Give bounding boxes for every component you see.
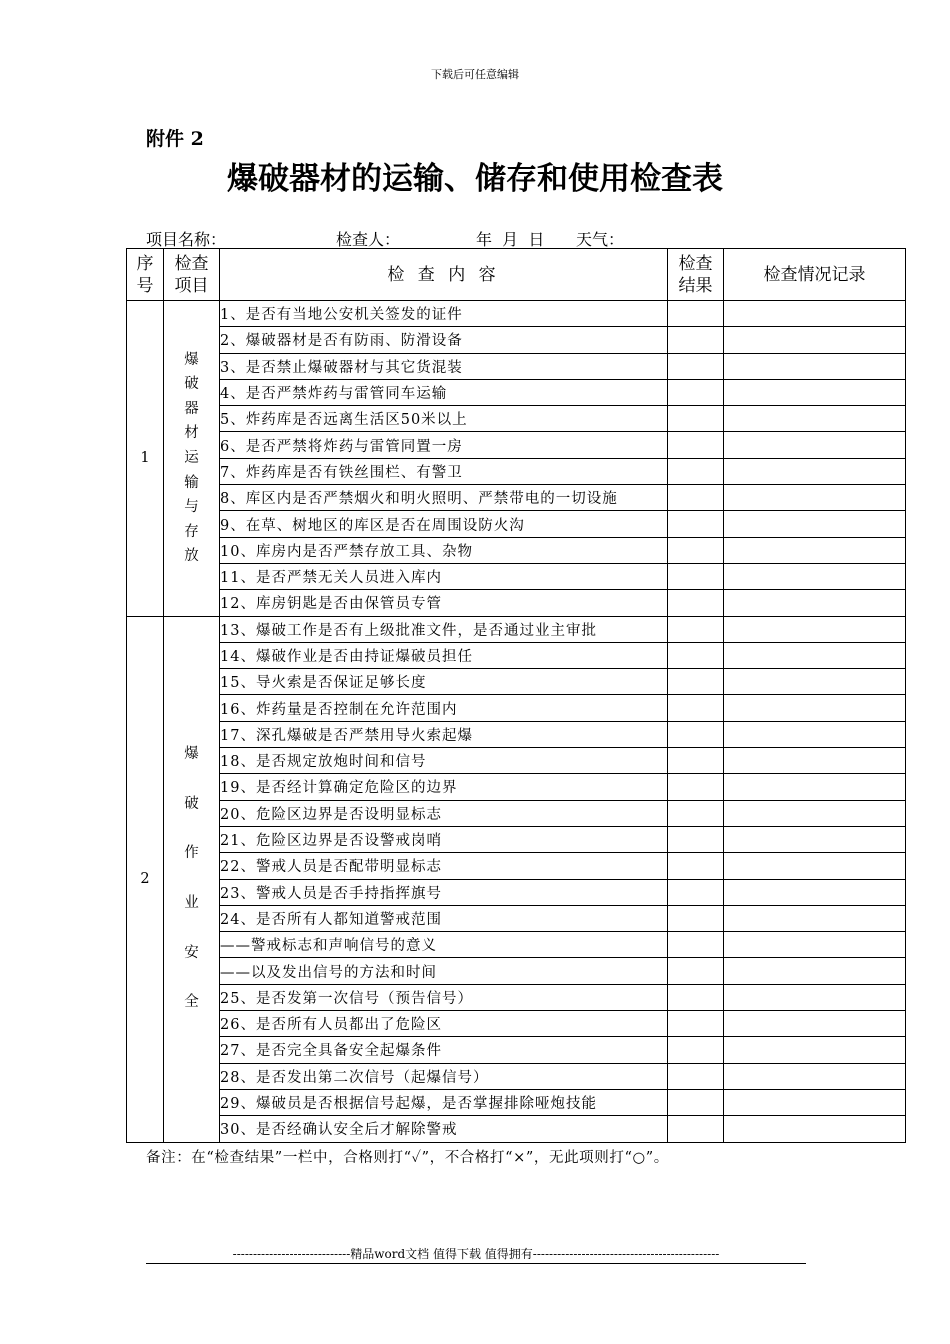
- result-cell[interactable]: [668, 984, 724, 1010]
- footer-rule: [146, 1263, 806, 1264]
- result-cell[interactable]: [668, 1116, 724, 1142]
- record-cell[interactable]: [724, 642, 906, 668]
- record-cell[interactable]: [724, 485, 906, 511]
- check-item: 3、是否禁止爆破器材与其它货混装: [220, 353, 668, 379]
- table-row: [127, 932, 906, 958]
- table-row: [127, 511, 906, 537]
- table-row: [127, 616, 906, 642]
- result-cell[interactable]: [668, 406, 724, 432]
- result-cell[interactable]: [668, 774, 724, 800]
- check-item: 1、是否有当地公安机关签发的证件: [220, 301, 668, 327]
- result-cell[interactable]: [668, 432, 724, 458]
- table-row: [127, 301, 906, 327]
- document-title: 爆破器材的运输、储存和使用检查表: [227, 161, 723, 197]
- check-item: 12、库房钥匙是否由保管员专管: [220, 590, 668, 616]
- check-item: 6、是否严禁将炸药与雷管同置一房: [220, 432, 668, 458]
- record-cell[interactable]: [724, 563, 906, 589]
- record-cell[interactable]: [724, 1037, 906, 1063]
- record-cell[interactable]: [724, 695, 906, 721]
- check-item: 14、爆破作业是否由持证爆破员担任: [220, 642, 668, 668]
- check-item: 15、导火索是否保证足够长度: [220, 669, 668, 695]
- result-cell[interactable]: [668, 616, 724, 642]
- group-category: [164, 301, 220, 617]
- table-row: [127, 590, 906, 616]
- record-cell[interactable]: [724, 984, 906, 1010]
- table-row: [127, 563, 906, 589]
- result-cell[interactable]: [668, 879, 724, 905]
- table-row: [127, 1037, 906, 1063]
- record-cell[interactable]: [724, 800, 906, 826]
- check-item: 17、深孔爆破是否严禁用导火索起爆: [220, 721, 668, 747]
- table-row: [127, 406, 906, 432]
- result-cell[interactable]: [668, 826, 724, 852]
- result-cell[interactable]: [668, 932, 724, 958]
- result-cell[interactable]: [668, 353, 724, 379]
- table-row: [127, 1116, 906, 1142]
- result-cell[interactable]: [668, 1037, 724, 1063]
- check-item: 8、库区内是否严禁烟火和明火照明、严禁带电的一切设施: [220, 485, 668, 511]
- record-cell[interactable]: [724, 301, 906, 327]
- table-row: [127, 458, 906, 484]
- table-row: [127, 327, 906, 353]
- check-item: 28、是否发出第二次信号（起爆信号）: [220, 1063, 668, 1089]
- table-row: [127, 905, 906, 931]
- result-cell[interactable]: [668, 800, 724, 826]
- record-cell[interactable]: [724, 905, 906, 931]
- check-item: 20、危险区边界是否设明显标志: [220, 800, 668, 826]
- table-row: [127, 485, 906, 511]
- record-cell[interactable]: [724, 406, 906, 432]
- header-record: 检查情况记录: [724, 249, 906, 301]
- table-row: [127, 642, 906, 668]
- group-seq: 1: [127, 301, 164, 617]
- group-category: [164, 616, 220, 1142]
- result-cell[interactable]: [668, 563, 724, 589]
- record-cell[interactable]: [724, 826, 906, 852]
- result-cell[interactable]: [668, 1011, 724, 1037]
- record-cell[interactable]: [724, 327, 906, 353]
- result-cell[interactable]: [668, 958, 724, 984]
- table-body: [127, 301, 906, 1143]
- result-cell[interactable]: [668, 853, 724, 879]
- record-cell[interactable]: [724, 748, 906, 774]
- table-row: [127, 800, 906, 826]
- check-item: ——警戒标志和声响信号的意义: [220, 932, 668, 958]
- check-item: 22、警戒人员是否配带明显标志: [220, 853, 668, 879]
- table-row: [127, 695, 906, 721]
- record-cell[interactable]: [724, 721, 906, 747]
- record-cell[interactable]: [724, 511, 906, 537]
- result-cell[interactable]: [668, 458, 724, 484]
- result-cell[interactable]: [668, 1063, 724, 1089]
- table-row: [127, 1089, 906, 1115]
- check-item: 9、在草、树地区的库区是否在周围设防火沟: [220, 511, 668, 537]
- check-item: 16、炸药量是否控制在允许范围内: [220, 695, 668, 721]
- table-row: [127, 958, 906, 984]
- check-item: 23、警戒人员是否手持指挥旗号: [220, 879, 668, 905]
- table-row: [127, 984, 906, 1010]
- result-cell[interactable]: [668, 301, 724, 327]
- check-item: 27、是否完全具备安全起爆条件: [220, 1037, 668, 1063]
- record-cell[interactable]: [724, 774, 906, 800]
- table-row: [127, 748, 906, 774]
- checklist-table: [126, 248, 906, 1143]
- check-item: 25、是否发第一次信号（预告信号）: [220, 984, 668, 1010]
- record-cell[interactable]: [724, 537, 906, 563]
- footer-text: -----------------------------精品word文档 值得下载 值得拥有----------------------------------------------: [232, 1247, 720, 1261]
- check-item: 2、爆破器材是否有防雨、防滑设备: [220, 327, 668, 353]
- result-cell[interactable]: [668, 1089, 724, 1115]
- result-cell[interactable]: [668, 537, 724, 563]
- record-cell[interactable]: [724, 669, 906, 695]
- meta-line: [146, 227, 906, 249]
- record-cell[interactable]: [724, 379, 906, 405]
- group-category-text: 爆破作业安全: [184, 746, 199, 1011]
- record-cell[interactable]: [724, 590, 906, 616]
- record-cell[interactable]: [724, 958, 906, 984]
- header-result: 检查结果: [668, 249, 724, 301]
- check-item: 7、炸药库是否有铁丝围栏、有警卫: [220, 458, 668, 484]
- date-label: 年 月 日: [476, 230, 545, 249]
- record-cell[interactable]: [724, 879, 906, 905]
- record-cell[interactable]: [724, 1063, 906, 1089]
- check-item: 18、是否规定放炮时间和信号: [220, 748, 668, 774]
- project-name-label: 项目名称：: [146, 230, 227, 249]
- result-cell[interactable]: [668, 669, 724, 695]
- result-cell[interactable]: [668, 511, 724, 537]
- result-cell[interactable]: [668, 327, 724, 353]
- weather-label: 天气：: [576, 230, 625, 249]
- table-row: [127, 1063, 906, 1089]
- check-item: 11、是否严禁无关人员进入库内: [220, 563, 668, 589]
- table-row: [127, 432, 906, 458]
- table-row: [127, 669, 906, 695]
- result-cell[interactable]: [668, 905, 724, 931]
- check-item: 10、库房内是否严禁存放工具、杂物: [220, 537, 668, 563]
- check-item: ——以及发出信号的方法和时间: [220, 958, 668, 984]
- group-category-text: 爆破器材运输与存放: [184, 351, 199, 565]
- table-row: [127, 379, 906, 405]
- record-cell[interactable]: [724, 853, 906, 879]
- result-cell[interactable]: [668, 721, 724, 747]
- table-row: [127, 1011, 906, 1037]
- result-cell[interactable]: [668, 748, 724, 774]
- check-item: 21、危险区边界是否设警戒岗哨: [220, 826, 668, 852]
- table-row: [127, 879, 906, 905]
- table-header-row: [127, 249, 906, 301]
- record-cell[interactable]: [724, 1011, 906, 1037]
- record-cell[interactable]: [724, 353, 906, 379]
- table-row: [127, 826, 906, 852]
- header-seq: 序号: [127, 249, 164, 301]
- check-item: 30、是否经确认安全后才解除警戒: [220, 1116, 668, 1142]
- check-item: 26、是否所有人员都出了危险区: [220, 1011, 668, 1037]
- table-row: [127, 353, 906, 379]
- table-row: [127, 721, 906, 747]
- result-cell[interactable]: [668, 695, 724, 721]
- remark-note: 备注：在“检查结果”一栏中，合格则打“✓”，不合格打“×”，无此项则打“○”。: [146, 1150, 669, 1166]
- record-cell[interactable]: [724, 1089, 906, 1115]
- group-seq: 2: [127, 616, 164, 1142]
- attachment-label: 附件 2: [146, 128, 204, 150]
- record-cell[interactable]: [724, 432, 906, 458]
- header-content: 检 查 内 容: [220, 249, 668, 301]
- table-row: [127, 853, 906, 879]
- result-cell[interactable]: [668, 379, 724, 405]
- record-cell[interactable]: [724, 932, 906, 958]
- check-item: 19、是否经计算确定危险区的边界: [220, 774, 668, 800]
- record-cell[interactable]: [724, 1116, 906, 1142]
- table-row: [127, 537, 906, 563]
- table-row: [127, 774, 906, 800]
- result-cell[interactable]: [668, 485, 724, 511]
- header-item: 检查项目: [164, 249, 220, 301]
- check-item: 29、爆破员是否根据信号起爆，是否掌握排除哑炮技能: [220, 1089, 668, 1115]
- header-note: 下载后可任意编辑: [431, 68, 519, 81]
- record-cell[interactable]: [724, 458, 906, 484]
- record-cell[interactable]: [724, 616, 906, 642]
- inspector-label: 检查人：: [336, 230, 401, 249]
- check-item: 13、爆破工作是否有上级批准文件，是否通过业主审批: [220, 616, 668, 642]
- check-item: 4、是否严禁炸药与雷管同车运输: [220, 379, 668, 405]
- check-item: 5、炸药库是否远离生活区50米以上: [220, 406, 668, 432]
- result-cell[interactable]: [668, 590, 724, 616]
- check-item: 24、是否所有人都知道警戒范围: [220, 905, 668, 931]
- result-cell[interactable]: [668, 642, 724, 668]
